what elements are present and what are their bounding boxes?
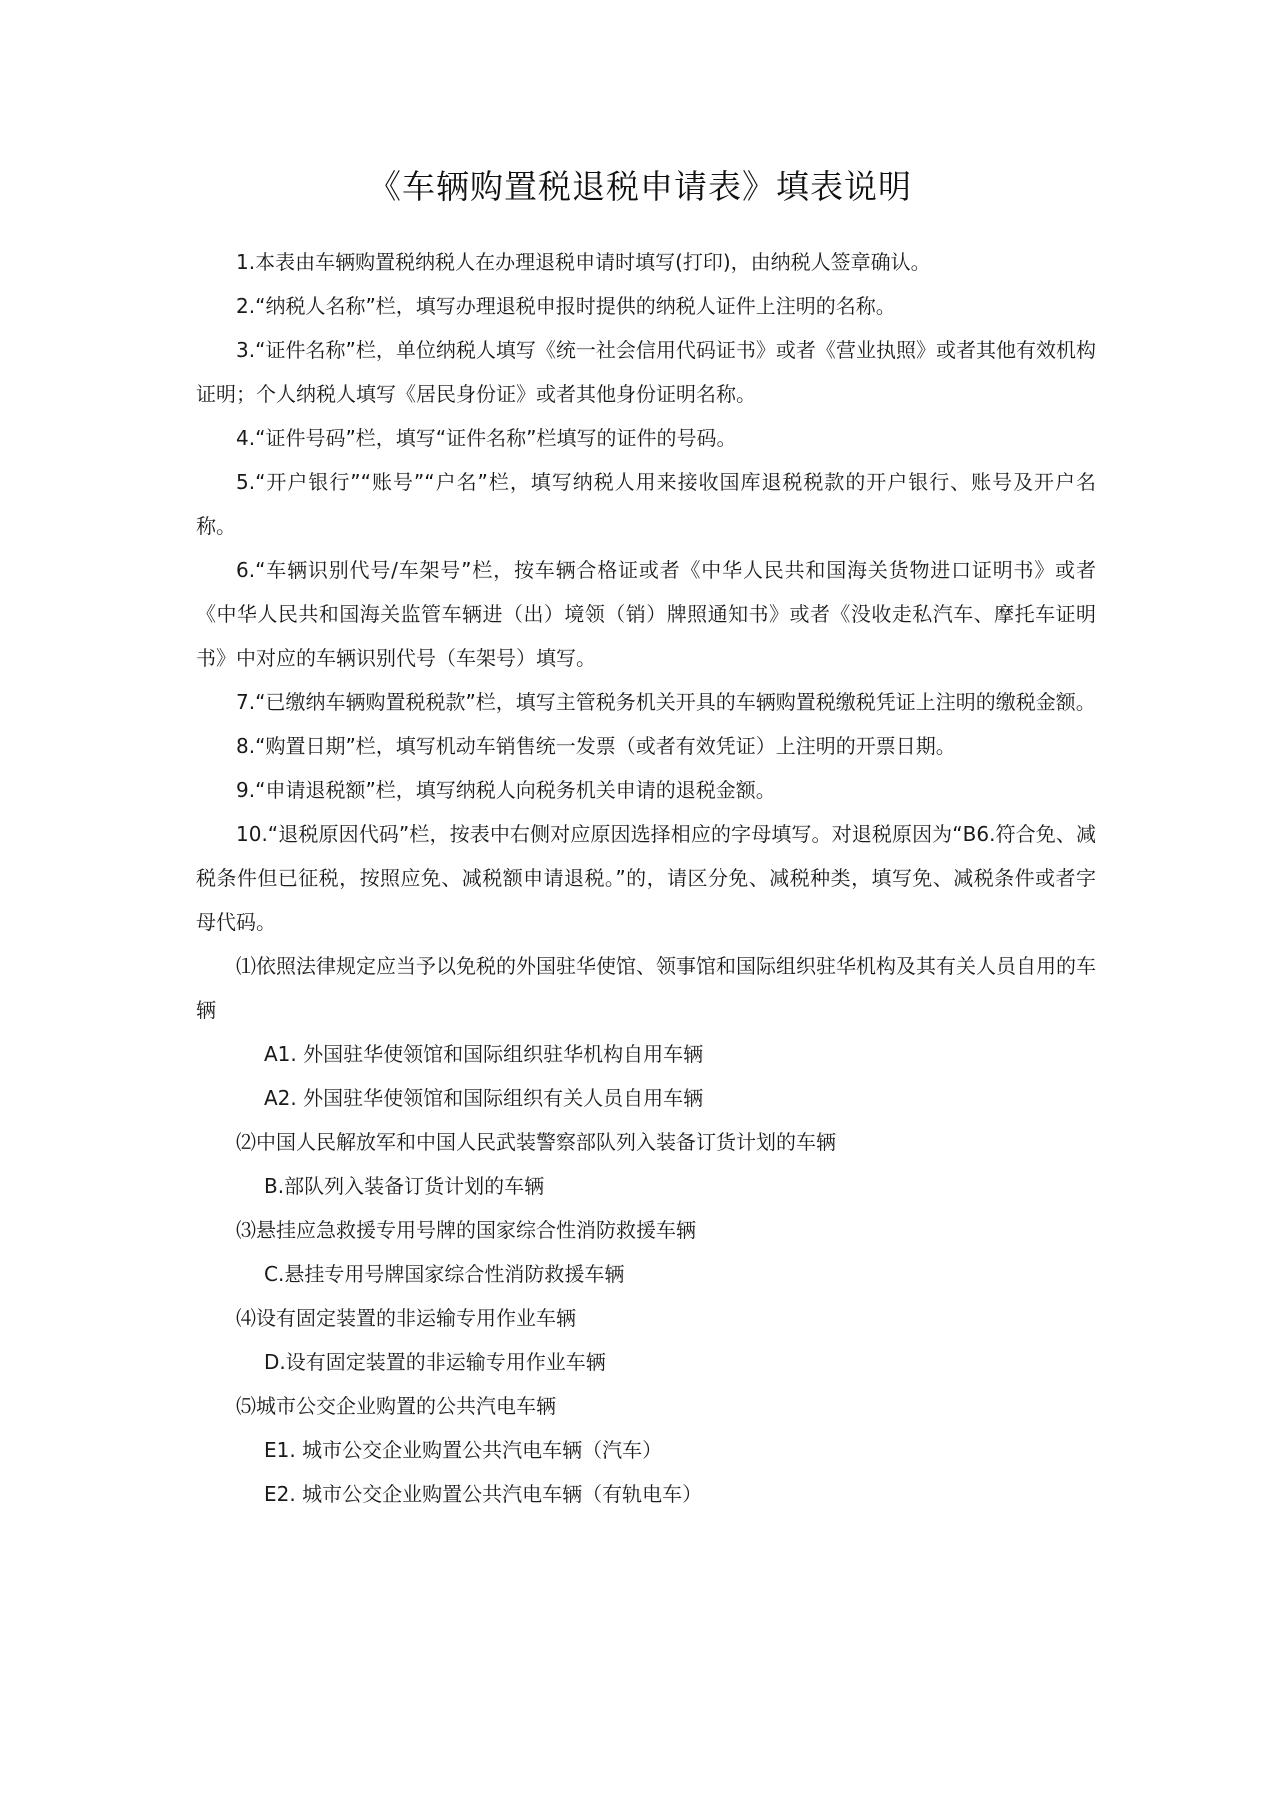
instruction-10: 10.“退税原因代码”栏，按表中右侧对应原因选择相应的字母填写。对退税原因为“B6.符合免、减税条件但已征税，按照应免、减税额申请退税。”的，请区分免、减税种类，填写免、减税条件或者字母代码。	[196, 822, 1096, 934]
code-item-d: D.设有固定装置的非运输专用作业车辆	[264, 1350, 606, 1374]
code-item-a1: A1. 外国驻华使领馆和国际组织驻华机构自用车辆	[264, 1042, 704, 1066]
instructions-body	[196, 240, 1096, 1516]
code-item-e2: E2. 城市公交企业购置公共汽电车辆（有轨电车）	[264, 1482, 703, 1506]
section-heading-3: ⑶悬挂应急救援专用号牌的国家综合性消防救援车辆	[236, 1218, 696, 1242]
instruction-7: 7.“已缴纳车辆购置税税款”栏，填写主管税务机关开具的车辆购置税缴税凭证上注明的缴税金额。	[236, 690, 1096, 714]
instruction-6: 6.“车辆识别代号/车架号”栏，按车辆合格证或者《中华人民共和国海关货物进口证明书》或者《中华人民共和国海关监管车辆进（出）境领（销）牌照通知书》或者《没收走私汽车、摩托车证明书》中对应的车辆识别代号（车架号）填写。	[196, 558, 1096, 670]
document-title: 《车辆购置税退税申请表》填表说明	[368, 167, 912, 206]
code-item-e1: E1. 城市公交企业购置公共汽电车辆（汽车）	[264, 1438, 663, 1462]
code-item-b: B.部队列入装备订货计划的车辆	[264, 1174, 545, 1198]
instruction-9: 9.“申请退税额”栏，填写纳税人向税务机关申请的退税金额。	[236, 778, 776, 802]
instruction-4: 4.“证件号码”栏，填写“证件名称”栏填写的证件的号码。	[236, 426, 737, 450]
instruction-2: 2.“纳税人名称”栏，填写办理退税申报时提供的纳税人证件上注明的名称。	[236, 294, 896, 318]
section-heading-5: ⑸城市公交企业购置的公共汽电车辆	[236, 1394, 556, 1418]
instruction-1: 1.本表由车辆购置税纳税人在办理退税申请时填写(打印)，由纳税人签章确认。	[236, 250, 931, 274]
section-heading-2: ⑵中国人民解放军和中国人民武装警察部队列入装备订货计划的车辆	[236, 1130, 836, 1154]
instruction-3: 3.“证件名称”栏，单位纳税人填写《统一社会信用代码证书》或者《营业执照》或者其他有效机构证明；个人纳税人填写《居民身份证》或者其他身份证明名称。	[196, 338, 1096, 406]
instruction-5: 5.“开户银行”“账号”“户名”栏，填写纳税人用来接收国库退税税款的开户银行、账号及开户名称。	[196, 470, 1096, 538]
instruction-8: 8.“购置日期”栏，填写机动车销售统一发票（或者有效凭证）上注明的开票日期。	[236, 734, 956, 758]
code-item-c: C.悬挂专用号牌国家综合性消防救援车辆	[264, 1262, 625, 1286]
section-heading-1: ⑴依照法律规定应当予以免税的外国驻华使馆、领事馆和国际组织驻华机构及其有关人员自用的车辆	[196, 954, 1096, 1022]
section-heading-4: ⑷设有固定装置的非运输专用作业车辆	[236, 1306, 576, 1330]
code-item-a2: A2. 外国驻华使领馆和国际组织有关人员自用车辆	[264, 1086, 704, 1110]
